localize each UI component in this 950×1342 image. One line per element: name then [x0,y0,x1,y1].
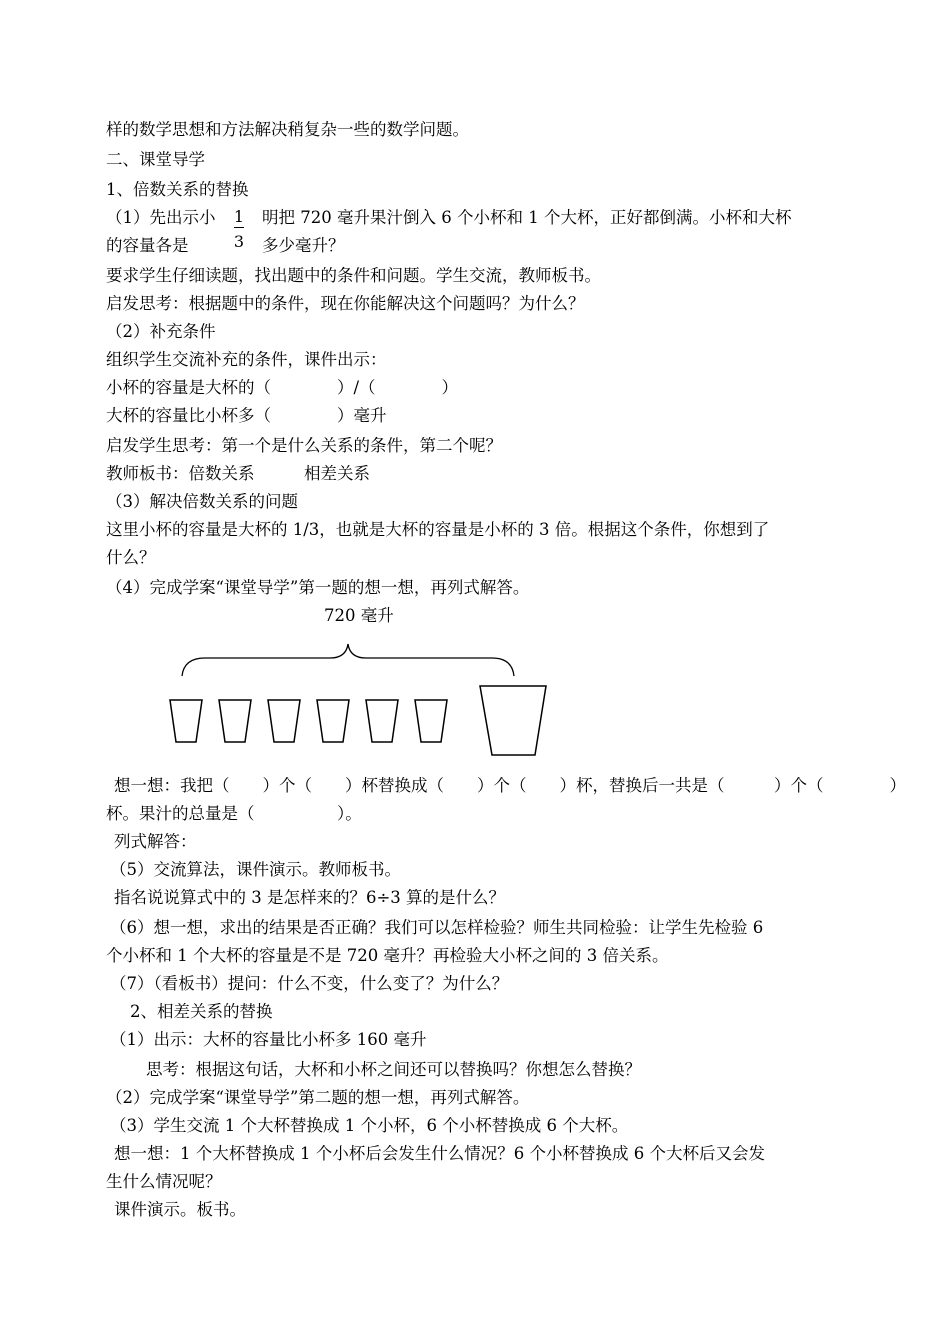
small-cup [366,700,398,742]
diagram-total-label: 720 毫升 [324,606,394,625]
text-line: （2）完成学案“课堂导学”第二题的想一想，再列式解答。 [106,1088,530,1107]
text-line: 多少毫升？ [262,236,345,255]
fraction-numerator: 1 [233,207,245,226]
fraction-denominator: 3 [233,232,245,251]
text-line: 启发思考：根据题中的条件，现在你能解决这个问题吗？为什么？ [106,294,585,313]
text-line: 生什么情况呢？ [106,1172,222,1191]
text-line: （2）补充条件 [106,322,216,341]
text-line: 这里小杯的容量是大杯的 1/3，也就是大杯的容量是小杯的 3 倍。根据这个条件，你想到了 [106,520,770,539]
text-line: （3）解决倍数关系的问题 [106,492,298,511]
text-line: 样的数学思想和方法解决稍复杂一些的数学问题。 [106,120,469,139]
brace [182,644,514,676]
text-line: 个小杯和 1 个大杯的容量是不是 720 毫升？再检验大小杯之间的 3 倍关系。 [106,946,669,965]
text-line: 的容量各是 [106,236,189,255]
text-line: 大杯的容量比小杯多（ ）毫升 [106,406,387,425]
text-line: 指名说说算式中的 3 是怎样来的？6÷3 算的是什么？ [114,888,506,907]
small-cup [219,700,251,742]
text-line: 明把 720 毫升果汁倒入 6 个小杯和 1 个大杯，正好都倒满。小杯和大杯 [262,208,792,227]
text-line: （6）想一想，求出的结果是否正确？我们可以怎样检验？师生共同检验：让学生先检验 6 [110,918,764,937]
section-heading: 二、课堂导学 [106,150,205,169]
small-cup [415,700,447,742]
text-line: 课件演示。板书。 [114,1200,246,1219]
small-cup [268,700,300,742]
small-cup [170,700,202,742]
text-line: 教师板书：倍数关系 相差关系 [106,464,370,483]
small-cup [317,700,349,742]
text-line: 想一想：1 个大杯替换成 1 个小杯后会发生什么情况？6 个小杯替换成 6 个大杯后又会发 [114,1144,765,1163]
text-line: （5）交流算法，课件演示。教师板书。 [110,860,401,879]
text-line: 组织学生交流补充的条件，课件出示： [106,350,387,369]
large-cup [480,686,546,755]
text-line: 什么？ [106,548,156,567]
text-line: （3）学生交流 1 个大杯替换成 1 个小杯，6 个小杯替换成 6 个大杯。 [110,1116,629,1135]
text-line: 启发学生思考：第一个是什么关系的条件，第二个呢？ [106,436,502,455]
text-line: 列式解答： [114,832,197,851]
text-line: （7）（看板书）提问：什么不变，什么变了？为什么？ [110,974,509,993]
subsection-heading: 1、倍数关系的替换 [106,180,249,199]
text-line: 要求学生仔细读题，找出题中的条件和问题。学生交流，教师板书。 [106,266,601,285]
text-line: （1）出示：大杯的容量比小杯多 160 毫升 [110,1030,427,1049]
text-line: 想一想：我把（ ）个（ ）杯替换成（ ）个（ ）杯，替换后一共是（ ）个（ ） [114,776,906,795]
subsection-heading: 2、相差关系的替换 [130,1002,273,1021]
text-line: （4）完成学案“课堂导学”第一题的想一想，再列式解答。 [106,578,530,597]
text-line: 思考：根据这句话，大杯和小杯之间还可以替换吗？你想怎么替换？ [146,1060,641,1079]
text-line: 小杯的容量是大杯的（ ）/（ ） [106,378,459,397]
text-line: 杯。果汁的总量是（ ）。 [106,804,362,823]
text-line: （1）先出示小 [106,208,216,227]
